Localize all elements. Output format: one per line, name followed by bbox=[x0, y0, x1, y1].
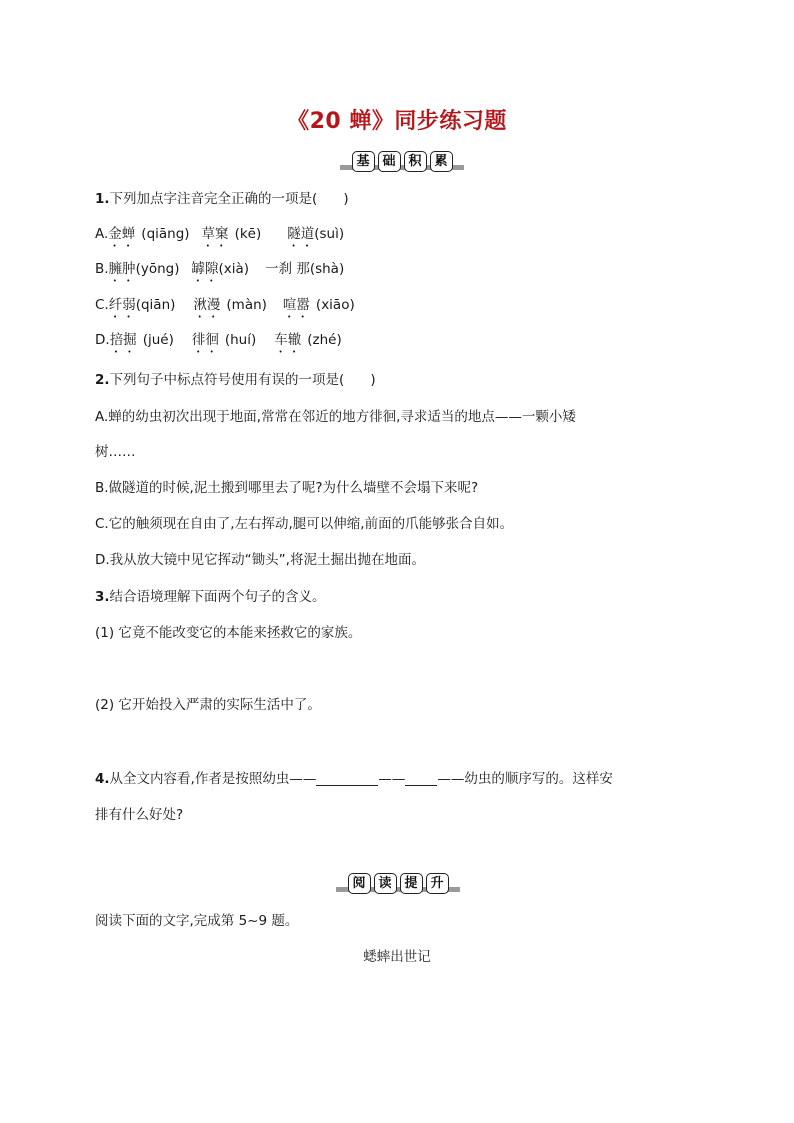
question-2 bbox=[95, 368, 715, 388]
dash: —— bbox=[378, 771, 406, 787]
word: 湫漫 bbox=[193, 297, 221, 313]
word: 一刹 那 bbox=[265, 261, 310, 277]
section-char: 础 bbox=[378, 151, 401, 172]
question-3 bbox=[95, 585, 715, 605]
option-1a bbox=[95, 222, 715, 250]
pinyin: (jué) bbox=[142, 332, 174, 348]
section-char: 阅 bbox=[348, 873, 371, 894]
option-2a-cont: 树…… bbox=[95, 444, 136, 460]
question-number: 2. bbox=[95, 372, 110, 388]
pinyin: (yōng) bbox=[135, 261, 180, 277]
option-2a: A.蝉的幼虫初次出现于地面,常常在邻近的地方徘徊,寻求适当的地点——一颗小矮 bbox=[95, 409, 576, 425]
word: 金蝉 bbox=[108, 226, 136, 242]
section-header-basics bbox=[340, 150, 464, 172]
word: 喧嚣 bbox=[282, 297, 310, 313]
option-label: C. bbox=[95, 297, 109, 313]
word: 臃肿 bbox=[108, 261, 136, 277]
section-char: 基 bbox=[352, 151, 375, 172]
option-1d bbox=[95, 328, 715, 356]
article-title: 蟋蟀出世记 bbox=[363, 949, 431, 965]
reading-instructions: 阅读下面的文字,完成第 5~9 题。 bbox=[95, 913, 299, 929]
question-stem: 结合语境理解下面两个句子的含义。 bbox=[109, 589, 326, 605]
word: 草窠 bbox=[201, 226, 229, 242]
answer-blank[interactable] bbox=[405, 771, 437, 786]
pinyin: (suì) bbox=[314, 226, 345, 242]
question-number: 4. bbox=[95, 771, 110, 787]
option-label: A. bbox=[95, 226, 109, 242]
section-header-reading bbox=[336, 872, 460, 894]
question-number: 3. bbox=[95, 589, 110, 605]
page-title: 《20 蝉》同步练习题 bbox=[287, 109, 507, 134]
answer-blank[interactable] bbox=[316, 771, 378, 786]
option-1c bbox=[95, 293, 715, 321]
question-stem: 从全文内容看,作者是按照幼虫—— bbox=[109, 771, 317, 787]
option-label: B. bbox=[95, 261, 109, 277]
pinyin: (qiān) bbox=[135, 297, 176, 313]
pinyin: (xià) bbox=[218, 261, 250, 277]
pinyin: (màn) bbox=[226, 297, 267, 313]
option-1b bbox=[95, 257, 715, 285]
word: 纤弱 bbox=[108, 297, 136, 313]
subquestion-3-1: (1) 它竟不能改变它的本能来拯救它的家族。 bbox=[95, 625, 362, 641]
answer-bracket-close: ) bbox=[370, 372, 376, 388]
question-4-cont: 排有什么好处? bbox=[95, 807, 184, 823]
word: 罅隙 bbox=[191, 261, 219, 277]
subquestion-3-2: (2) 它开始投入严肃的实际生活中了。 bbox=[95, 697, 321, 713]
question-1 bbox=[95, 187, 715, 207]
pinyin: (xiāo) bbox=[315, 297, 355, 313]
section-char: 升 bbox=[426, 873, 449, 894]
pinyin: (huí) bbox=[224, 332, 257, 348]
word: 车辙 bbox=[274, 332, 302, 348]
question-stem-cont: ——幼虫的顺序写的。这样安 bbox=[437, 771, 613, 787]
option-2b: B.做隧道的时候,泥土搬到哪里去了呢?为什么墙壁不会塌下来呢? bbox=[95, 480, 479, 496]
option-2c: C.它的触须现在自由了,左右挥动,腿可以伸缩,前面的爪能够张合自如。 bbox=[95, 516, 514, 532]
word: 掊掘 bbox=[109, 332, 137, 348]
section-char: 提 bbox=[400, 873, 423, 894]
question-4 bbox=[95, 767, 715, 787]
section-char: 积 bbox=[404, 151, 427, 172]
pinyin: (shà) bbox=[309, 261, 345, 277]
option-2d: D.我从放大镜中见它挥动“锄头”,将泥土掘出抛在地面。 bbox=[95, 552, 425, 568]
question-stem: 下列句子中标点符号使用有误的一项是( bbox=[109, 372, 345, 388]
word: 隧道 bbox=[287, 226, 315, 242]
pinyin: (qiāng) bbox=[141, 226, 190, 242]
answer-bracket-close: ) bbox=[343, 191, 349, 207]
word: 徘徊 bbox=[191, 332, 219, 348]
option-label: D. bbox=[95, 332, 110, 348]
section-char: 读 bbox=[374, 873, 397, 894]
pinyin: (kē) bbox=[234, 226, 262, 242]
question-stem: 下列加点字注音完全正确的一项是( bbox=[109, 191, 318, 207]
pinyin: (zhé) bbox=[307, 332, 342, 348]
section-char: 累 bbox=[430, 151, 453, 172]
question-number: 1. bbox=[95, 191, 110, 207]
